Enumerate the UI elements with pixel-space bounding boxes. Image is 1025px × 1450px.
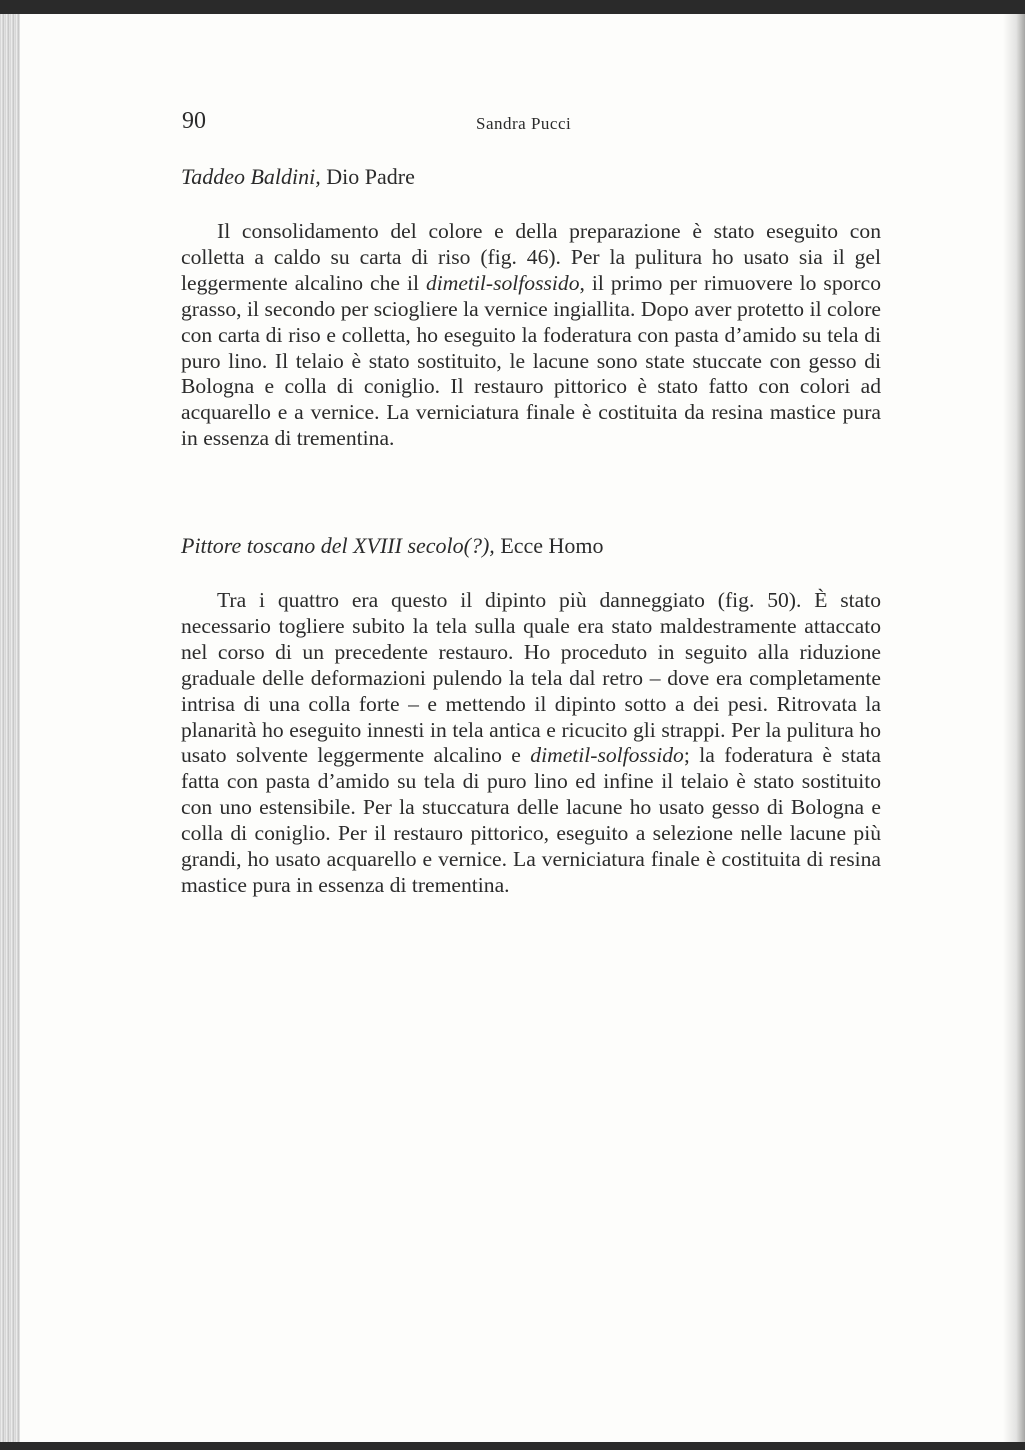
page-stack-edge — [0, 14, 20, 1442]
running-head — [182, 108, 882, 142]
entry-paragraph: Il consolidamento del colore e della preparazione è stato eseguito con colletta a caldo su carta di riso (fig. 46). Per la pulitura ho usato sia il gel leggermente alcalino che il dimetil-solfossido, il primo per rimuovere lo sporco grasso, il secondo per sciogliere la vernice ingiallita. Dopo aver protetto il colore con carta di riso e colletta, ho eseguito la foderatura con pasta d’amido su tela di puro lino. Il telaio è stato sostituito, le lacune sono state stuccate con gesso di Bologna e colla di coniglio. Il restauro pittorico è stato fatto con colori ad acquarello e a vernice. La verniciatura finale è costituita da resina mastice pura in essenza di trementina. — [181, 219, 882, 451]
running-head-author: Sandra Pucci — [476, 114, 572, 133]
page-gutter-shadow — [1003, 14, 1025, 1442]
artwork-title: Dio Padre — [326, 164, 415, 189]
page-number: 90 — [182, 108, 206, 134]
entry-paragraph: Tra i quattro era questo il dipinto più danneggiato (fig. 50). È stato necessario togliere subito la tela sulla quale era stato maldestramente attaccato nel corso di un precedente restauro. Ho proceduto in seguito alla riduzione graduale delle deformazioni pulendo la tela dal retro – dove era completamente intrisa di una colla forte – e mettendo il dipinto sotto a dei pesi. Ritrovata la planarità ho eseguito innesti in tela antica e ricucito gli strappi. Per la pulitura ho usato solvente leggermente alcalino e dimetil-solfossido; la foderatura è stata fatta con pasta d’amido su tela di puro lino ed infine il telaio è stato sostituito con uno estensibile. Per la stuccatura delle lacune ho usato gesso di Bologna e colla di coniglio. Per il restauro pittorico, eseguito a selezione nelle lacune più grandi, ho usato acquarello e vernice. La verniciatura finale è costituita di resina mastice pura in essenza di trementina. — [181, 588, 881, 897]
artwork-title: Ecce Homo — [500, 533, 604, 558]
artist-name: Taddeo Baldini, — [181, 164, 321, 189]
italic-term: dimetil-solfossido — [425, 270, 580, 295]
entry-ecce-homo — [181, 531, 881, 899]
entry-heading — [181, 162, 881, 192]
italic-term: dimetil-solfossido — [530, 743, 684, 768]
entry-dio-padre — [181, 162, 881, 452]
entry-heading — [181, 531, 881, 561]
artist-name: Pittore toscano del XVIII secolo(?), — [181, 533, 495, 558]
